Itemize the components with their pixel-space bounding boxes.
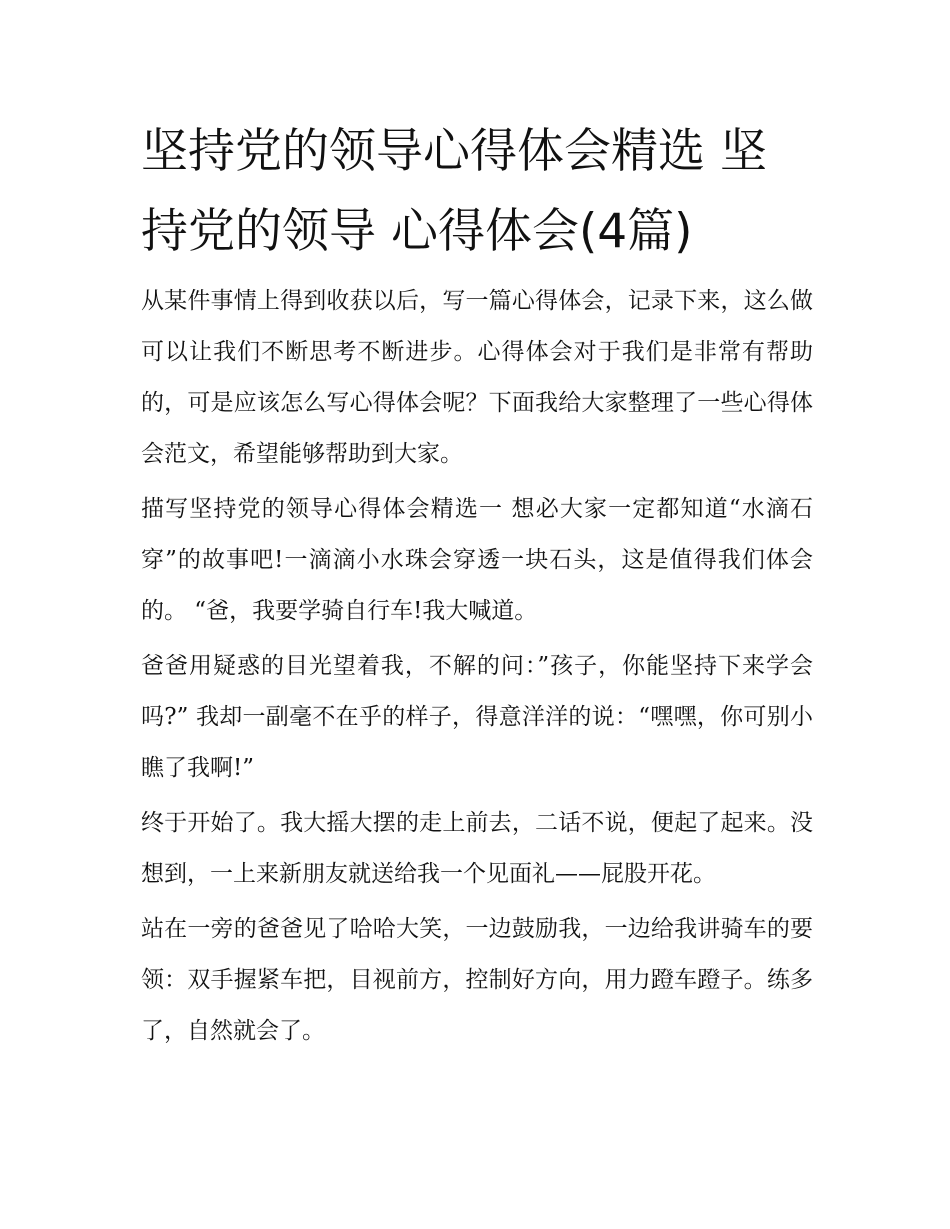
paragraph-father-question: 爸爸用疑惑的目光望着我，不解的问：”孩子，你能坚持下来学会吗?” 我却一副毫不在乎的样子，得意洋洋的说：“嘿嘿，你可别小瞧了我啊!” — [141, 653, 813, 781]
document-page — [141, 112, 813, 1061]
document-body — [141, 276, 813, 1057]
paragraph-example-one: 描写坚持党的领导心得体会精选一 想必大家一定都知道“水滴石穿”的故事吧!一滴滴小水珠会穿透一块石头，这是值得我们体会的。 “爸，我要学骑自行车!我大喊道。 — [141, 496, 813, 624]
paragraph-intro: 从某件事情上得到收获以后，写一篇心得体会，记录下来，这么做可以让我们不断思考不断进步。心得体会对于我们是非常有帮助的，可是应该怎么写心得体会呢？下面我给大家整理了一些心得体会范文，希望能够帮助到大家。 — [141, 288, 813, 467]
paragraph-father-advice: 站在一旁的爸爸见了哈哈大笑，一边鼓励我，一边给我讲骑车的要领：双手握紧车把，目视前方，控制好方向，用力蹬车蹬子。练多了，自然就会了。 — [141, 916, 813, 1044]
document-title: 坚持党的领导心得体会精选 坚持党的领导 心得体会(4篇) — [141, 124, 767, 259]
paragraph-first-try: 终于开始了。我大摇大摆的走上前去，二话不说，便起了起来。没想到，一上来新朋友就送给我一个见面礼——屁股开花。 — [141, 810, 813, 887]
